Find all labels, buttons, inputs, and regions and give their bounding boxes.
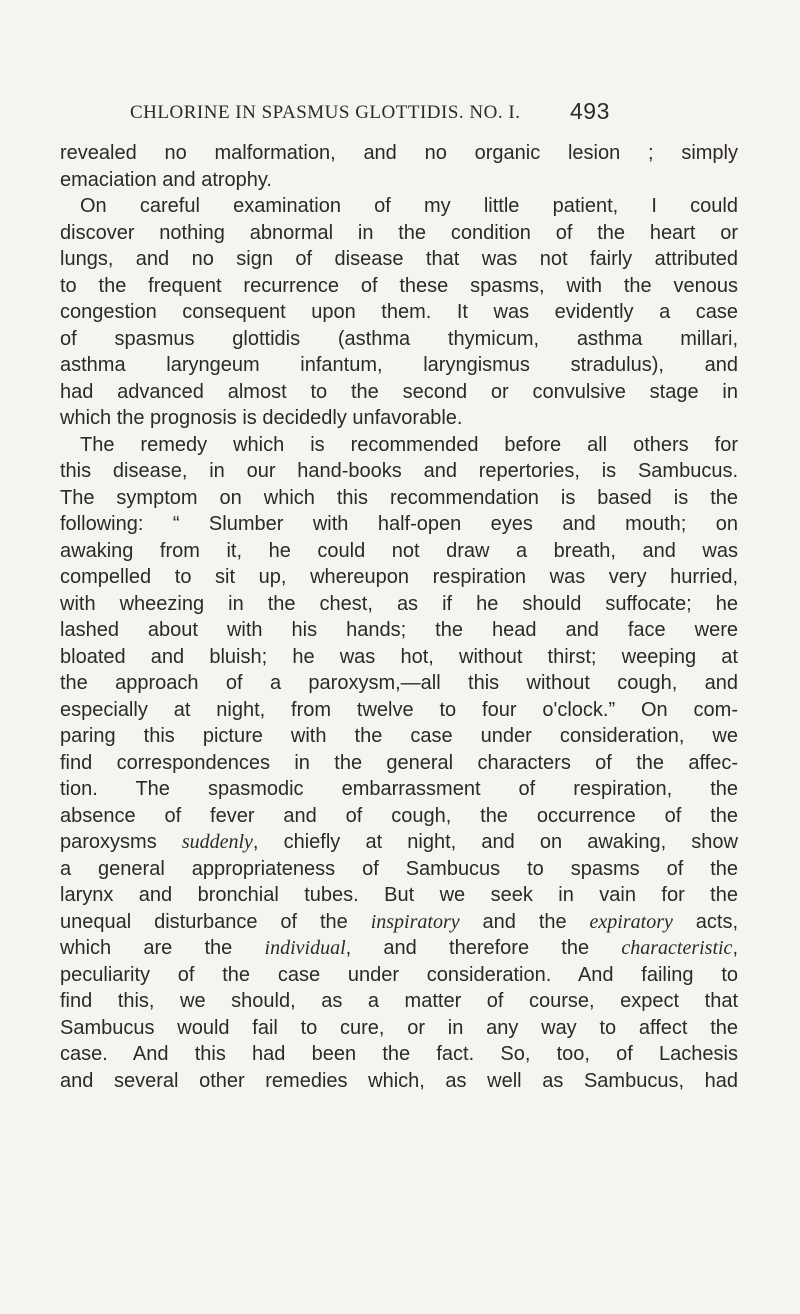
text-segment: discover nothing abnormal in the condition of the heart or xyxy=(60,221,738,244)
text-line xyxy=(60,379,738,406)
italic-text: characteristic xyxy=(621,937,733,959)
text-line xyxy=(60,1068,738,1095)
text-line xyxy=(60,193,738,220)
text-segment: emaciation and atrophy. xyxy=(60,168,272,191)
text-segment: peculiarity of the case under consideration. And failing to xyxy=(60,963,738,986)
text-line xyxy=(60,697,738,724)
text-line xyxy=(60,140,738,167)
text-line xyxy=(60,670,738,697)
text-segment: , and therefore the xyxy=(345,937,622,959)
text-segment: the approach of a paroxysm,—all this without cough, and xyxy=(60,672,738,694)
text-segment: unequal disturbance of the xyxy=(60,910,371,933)
text-segment: lungs, and no sign of disease that was not fairly attributed xyxy=(60,248,738,270)
text-segment: larynx and bronchial tubes. But we seek in vain for the xyxy=(60,884,738,906)
text-line xyxy=(60,511,738,538)
body-text xyxy=(60,140,738,1094)
text-segment: awaking from it, he could not draw a breath, and was xyxy=(60,539,738,562)
italic-text: suddenly xyxy=(181,831,253,853)
text-segment: this disease, in our hand-books and repertories, is Sambucus. xyxy=(60,460,738,482)
italic-text: expiratory xyxy=(589,910,673,933)
text-segment: which are the xyxy=(60,937,265,959)
text-segment: , xyxy=(732,937,738,959)
text-line xyxy=(60,273,738,300)
page-number: 493 xyxy=(570,98,610,124)
text-line xyxy=(60,935,738,962)
text-segment: tion. The spasmodic embarrassment of respiration, the xyxy=(60,778,738,800)
text-line xyxy=(60,485,738,512)
running-header xyxy=(130,100,630,128)
text-line xyxy=(60,988,738,1015)
text-segment: On careful examination of my little patient, I could xyxy=(80,195,738,217)
text-line xyxy=(60,803,738,830)
text-line xyxy=(60,405,738,432)
text-segment: find this, we should, as a matter of course, expect that xyxy=(60,990,738,1012)
text-line xyxy=(60,882,738,909)
text-line xyxy=(60,1041,738,1068)
text-line xyxy=(60,909,738,936)
text-line xyxy=(60,962,738,989)
text-segment: especially at night, from twelve to four o'clock.” On com- xyxy=(60,698,738,721)
text-segment: acts, xyxy=(672,910,739,933)
text-segment: The remedy which is recommended before all others for xyxy=(80,433,738,456)
text-segment: had advanced almost to the second or convulsive stage in xyxy=(60,380,738,403)
text-line xyxy=(60,750,738,777)
text-line xyxy=(60,458,738,485)
text-line xyxy=(60,1015,738,1042)
text-line xyxy=(60,352,738,379)
text-segment: and several other remedies which, as well as Sambucus, had xyxy=(60,1069,738,1092)
text-segment: a general appropriateness of Sambucus to spasms of the xyxy=(60,857,738,880)
text-line xyxy=(60,299,738,326)
italic-text: individual xyxy=(264,937,346,959)
text-line xyxy=(60,856,738,883)
text-segment: revealed no malformation, and no organic lesion ; simply xyxy=(60,142,738,164)
text-segment: case. And this had been the fact. So, too, of Lachesis xyxy=(60,1043,738,1065)
text-segment: find correspondences in the general characters of the affec- xyxy=(60,751,738,774)
text-segment: , chiefly at night, and on awaking, show xyxy=(252,831,738,853)
text-line xyxy=(60,829,738,856)
text-line xyxy=(60,432,738,459)
text-line xyxy=(60,326,738,353)
text-line xyxy=(60,644,738,671)
text-segment: following: “ Slumber with half-open eyes and mouth; on xyxy=(60,513,738,535)
text-line xyxy=(60,246,738,273)
text-line xyxy=(60,564,738,591)
text-segment: paring this picture with the case under consideration, we xyxy=(60,725,738,747)
text-segment: absence of fever and of cough, the occurrence of the xyxy=(60,804,738,827)
text-segment: with wheezing in the chest, as if he should suffocate; he xyxy=(60,592,738,615)
text-segment: to the frequent recurrence of these spasms, with the venous xyxy=(60,274,738,297)
text-segment: lashed about with his hands; the head and face were xyxy=(60,619,738,641)
text-line xyxy=(60,723,738,750)
text-line xyxy=(60,220,738,247)
text-line xyxy=(60,591,738,618)
text-segment: which the prognosis is decidedly unfavorable. xyxy=(60,407,463,429)
text-line xyxy=(60,167,738,194)
text-line xyxy=(60,538,738,565)
text-line xyxy=(60,617,738,644)
text-segment: congestion consequent upon them. It was evidently a case xyxy=(60,301,738,323)
text-segment: asthma laryngeum infantum, laryngismus stradulus), and xyxy=(60,354,738,376)
text-segment: bloated and bluish; he was hot, without thirst; weeping at xyxy=(60,645,738,668)
text-segment: of spasmus glottidis (asthma thymicum, asthma millari, xyxy=(60,327,738,350)
text-line xyxy=(60,776,738,803)
italic-text: inspiratory xyxy=(370,910,460,933)
text-segment: and the xyxy=(459,910,590,933)
text-segment: compelled to sit up, whereupon respiration was very hurried, xyxy=(60,566,738,588)
text-segment: The symptom on which this recommendation is based is the xyxy=(60,486,738,509)
text-segment: Sambucus would fail to cure, or in any way to affect the xyxy=(60,1016,738,1039)
text-segment: paroxysms xyxy=(60,831,182,853)
running-title: CHLORINE IN SPASMUS GLOTTIDIS. NO. I. xyxy=(130,102,521,123)
